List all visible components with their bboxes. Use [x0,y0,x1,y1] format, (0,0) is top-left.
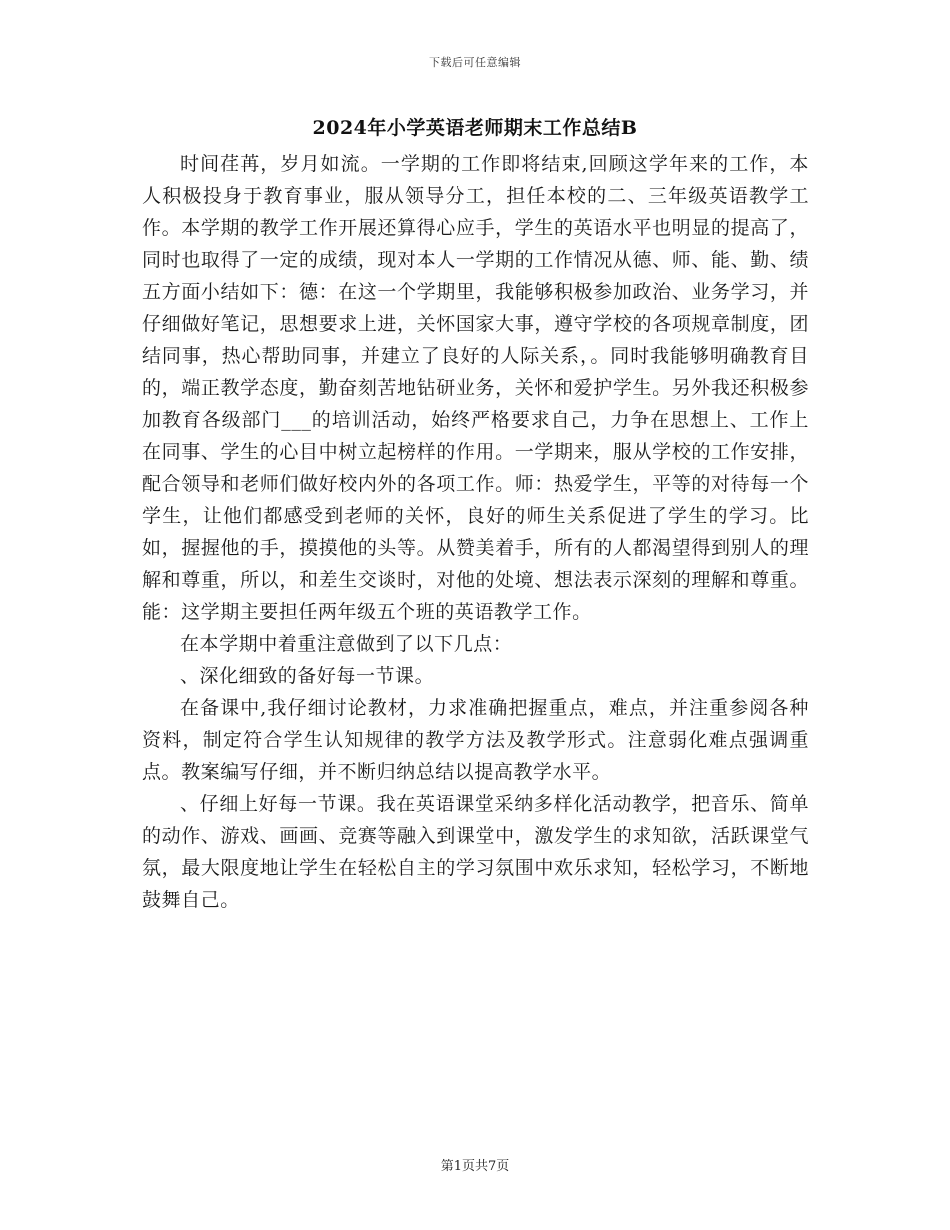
document-body [142,148,809,916]
paragraph-key-points: 在本学期中着重注意做到了以下几点： [180,633,513,655]
page-header-note: 下载后可任意编辑 [429,56,521,69]
page-number: 第1页共7页 [440,1159,510,1174]
document-title: 2024年小学英语老师期末工作总结B [312,117,638,139]
paragraph-intro: 时间荏苒，岁月如流。一学期的工作即将结束,回顾这学年来的工作，本人积极投身于教育事业，服从领导分工，担任本校的二、三年级英语教学工作。本学期的教学工作开展还算得心应手，学生的英语水平也明显的提高了，同时也取得了一定的成绩，现对本人一学期的工作情况从德、师、能、勤、绩五方面小结如下：德：在这一个学期里，我能够积极参加政治、业务学习，并仔细做好笔记，思想要求上进，关怀国家大事，遵守学校的各项规章制度，团结同事，热心帮助同事，并建立了良好的人际关系，。同时我能够明确教育目的，端正教学态度，勤奋刻苦地钻研业务，关怀和爱护学生。另外我还积极参加教育各级部门___的培训活动，始终严格要求自己，力争在思想上、工作上在同事、学生的心目中树立起榜样的作用。一学期来，服从学校的工作安排，配合领导和老师们做好校内外的各项工作。师：热爱学生，平等的对待每一个学生，让他们都感受到老师的关怀，良好的师生关系促进了学生的学习。比如，握握他的手，摸摸他的头等。从赞美着手，所有的人都渴望得到别人的理解和尊重，所以，和差生交谈时，对他的处境、想法表示深刻的理解和尊重。能：这学期主要担任两年级五个班的英语教学工作。 [142,153,809,623]
paragraph-prepare-lessons: 、深化细致的备好每一节课。 [180,665,435,687]
paragraph-teaching-classes: 、仔细上好每一节课。我在英语课堂采纳多样化活动教学，把音乐、简单的动作、游戏、画画、竞赛等融入到课堂中，激发学生的求知欲，活跃课堂气氛，最大限度地让学生在轻松自主的学习氛围中欢乐求知，轻松学习，不断地鼓舞自己。 [142,793,809,911]
paragraph-lesson-planning: 在备课中,我仔细讨论教材，力求准确把握重点，难点，并注重参阅各种资料，制定符合学生认知规律的教学方法及教学形式。注意弱化难点强调重点。教案编写仔细，并不断归纳总结以提高教学水平。 [142,697,809,783]
